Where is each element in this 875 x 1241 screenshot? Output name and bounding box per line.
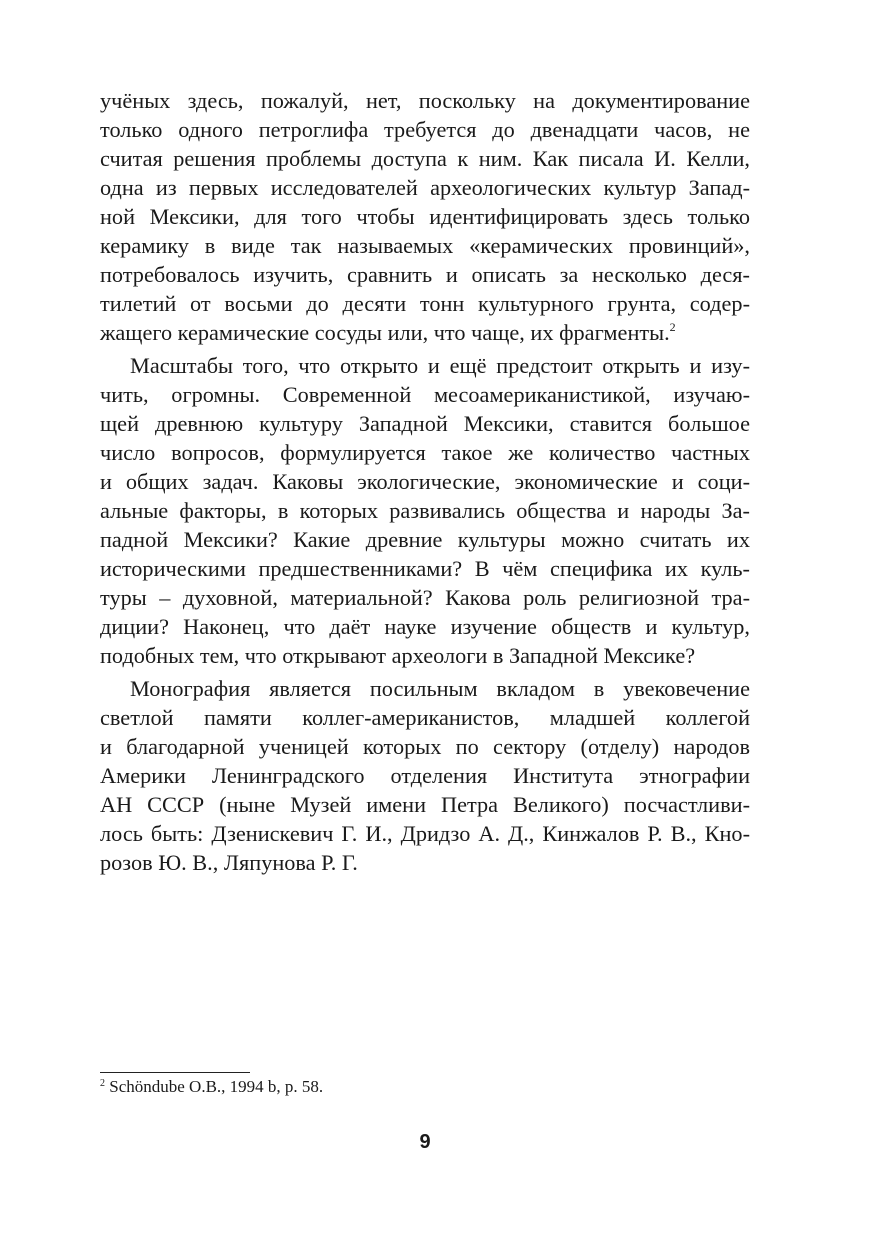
text-line: светлой памяти коллег-американистов, младшей коллегой xyxy=(100,705,750,730)
paragraph-1 xyxy=(100,86,750,347)
footnote-marker: 2 xyxy=(100,1078,105,1089)
text-line: учёных здесь, пожалуй, нет, поскольку на документирование xyxy=(100,88,750,113)
text-line xyxy=(100,318,750,347)
footnote-text: Schöndube O.B., 1994 b, p. 58. xyxy=(105,1077,324,1096)
text-line: Америки Ленинградского отделения Института этнографии xyxy=(100,763,750,788)
text-line: и благодарной ученицей которых по сектору (отделу) народов xyxy=(100,734,750,759)
footnote xyxy=(100,1076,323,1098)
text-line: лось быть: Дзенискевич Г. И., Дридзо А. Д., Кинжалов Р. В., Кно- xyxy=(100,821,750,846)
text-line: число вопросов, формулируется такое же количество частных xyxy=(100,440,750,465)
text-line: падной Мексики? Какие древние культуры можно считать их xyxy=(100,527,750,552)
text-line: историческими предшественниками? В чём специфика их куль- xyxy=(100,556,750,581)
text-line: и общих задач. Каковы экологические, экономические и соци- xyxy=(100,469,750,494)
text-line: чить, огромны. Современной месоамериканистикой, изучаю- xyxy=(100,382,750,407)
text-line: АН СССР (ныне Музей имени Петра Великого) посчастливи- xyxy=(100,792,750,817)
footnote-reference: 2 xyxy=(669,320,676,334)
text-line: потребовалось изучить, сравнить и описать за несколько деся- xyxy=(100,262,750,287)
text-line-content: жащего керамические сосуды или, что чаще, их фрагменты. xyxy=(100,320,670,345)
text-line: считая решения проблемы доступа к ним. Как писала И. Келли, xyxy=(100,146,750,171)
text-line: щей древнюю культуру Западной Мексики, ставится большое xyxy=(100,411,750,436)
paragraph-3 xyxy=(100,674,750,877)
text-line: альные факторы, в которых развивались общества и народы За- xyxy=(100,498,750,523)
page-number: 9 xyxy=(419,1131,431,1153)
text-line: только одного петроглифа требуется до двенадцати часов, не xyxy=(100,117,750,142)
text-line: туры – духовной, материальной? Какова роль религиозной тра- xyxy=(100,585,750,610)
text-line: подобных тем, что открывают археологи в Западной Мексике? xyxy=(100,643,696,668)
text-line: Масштабы того, что открыто и ещё предстоит открыть и изу- xyxy=(130,353,750,378)
text-line: керамику в виде так называемых «керамических провинций», xyxy=(100,233,750,258)
text-line: розов Ю. В., Ляпунова Р. Г. xyxy=(100,850,358,875)
text-line: диции? Наконец, что даёт науке изучение обществ и культур, xyxy=(100,614,750,639)
main-text xyxy=(100,86,750,877)
paragraph-2 xyxy=(100,351,750,670)
text-line: Монография является посильным вкладом в увековечение xyxy=(130,676,750,701)
footnote-divider xyxy=(100,1072,250,1073)
text-line: ной Мексики, для того чтобы идентифицировать здесь только xyxy=(100,204,750,229)
text-line: одна из первых исследователей археологических культур Запад- xyxy=(100,175,750,200)
text-line: тилетий от восьми до десяти тонн культурного грунта, содер- xyxy=(100,291,750,316)
